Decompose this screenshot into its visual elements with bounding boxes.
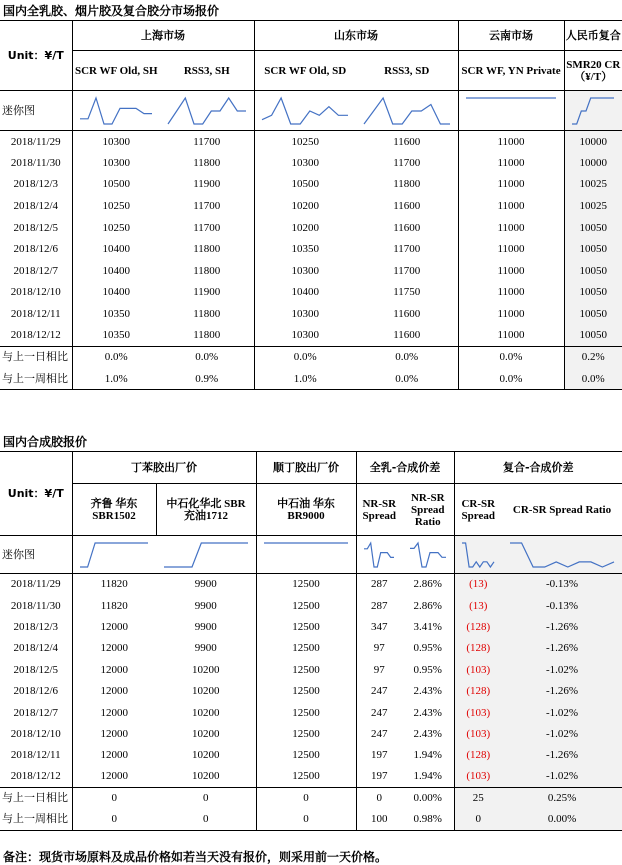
value-cell: 197 (371, 749, 388, 762)
table-row (0, 723, 622, 744)
value-cell: 11800 (160, 152, 254, 174)
table-row (0, 638, 622, 659)
value-cell: 10000 (564, 152, 622, 174)
col-header: 中石油 华东 BR9000 (256, 484, 356, 536)
unit-label: Unit：¥/T (0, 21, 72, 91)
value-cell: 10050 (564, 282, 622, 304)
sparkline (361, 540, 397, 570)
mini-chart-cell (160, 91, 254, 131)
value-cell: 2.43% (402, 680, 454, 701)
value-cell: 11900 (160, 174, 254, 196)
value-cell: 12500 (256, 574, 356, 595)
value-cell: 12000 (100, 663, 128, 676)
value-cell: 10200 (291, 221, 319, 234)
sparkline (77, 95, 155, 127)
value-cell: 10500 (291, 178, 319, 191)
value-cell: -0.13% (502, 574, 622, 595)
col-header: SCR WF Old, SD (254, 51, 356, 91)
value-cell: 11000 (458, 195, 564, 217)
date-cell: 2018/11/30 (0, 152, 72, 174)
col-header: SCR WF Old, SH (72, 51, 160, 91)
value-cell: 11700 (356, 152, 458, 174)
value-cell: 11800 (356, 174, 458, 196)
value-cell: 11000 (458, 174, 564, 196)
sparkline-line (80, 98, 152, 124)
col-header: RSS3, SD (356, 51, 458, 91)
sparkline-line (364, 543, 394, 567)
sparkline (459, 540, 497, 570)
value-cell: 11800 (160, 260, 254, 282)
date-cell: 2018/12/7 (0, 702, 72, 723)
value-cell: 2.43% (402, 702, 454, 723)
value-cell: 10050 (564, 217, 622, 239)
change-cell: 1.0% (72, 368, 160, 390)
col-header: CR-SR Spread (454, 484, 502, 536)
value-cell: (128) (454, 680, 502, 701)
value-cell: 12500 (256, 680, 356, 701)
mini-chart-cell (156, 536, 256, 574)
table-row (0, 766, 622, 787)
value-cell: 9900 (156, 616, 256, 637)
value-cell: 0.95% (402, 638, 454, 659)
value-cell: 287 (371, 578, 388, 591)
table-row (0, 702, 622, 723)
mini-chart-cell (254, 91, 356, 131)
section2-title: 国内合成胶报价 (3, 435, 88, 449)
value-cell: 11000 (458, 217, 564, 239)
group-header-nr-sr: 全乳-合成价差 (356, 452, 454, 484)
value-cell: 10300 (291, 264, 319, 277)
sparkline-line (364, 98, 450, 124)
value-cell: 12000 (100, 749, 128, 762)
compare-label: 与上一日相比 (0, 346, 72, 368)
value-cell: 11900 (160, 282, 254, 304)
table-row (0, 745, 622, 766)
value-cell: 9900 (156, 595, 256, 616)
value-cell: 11000 (458, 282, 564, 304)
compare-row (0, 787, 622, 808)
sparkline (361, 95, 453, 127)
value-cell: 10300 (291, 156, 319, 169)
market-header-shandong: 山东市场 (254, 21, 458, 51)
compare-label: 与上一周相比 (0, 809, 72, 830)
market-header-rmb-compound: 人民币复合 (564, 21, 622, 51)
value-cell: 9900 (156, 574, 256, 595)
mini-chart-cell (564, 91, 622, 131)
table-row (0, 195, 622, 217)
value-cell: (103) (454, 659, 502, 680)
value-cell: 247 (371, 685, 388, 698)
value-cell: -1.02% (502, 723, 622, 744)
value-cell: 3.41% (402, 616, 454, 637)
sparkline (463, 95, 559, 127)
value-cell: 12000 (100, 706, 128, 719)
value-cell: 10200 (156, 745, 256, 766)
col-header: SMR20 CR（¥/T） (564, 51, 622, 91)
mini-chart-label: 迷你图 (0, 91, 72, 131)
value-cell: 12500 (256, 616, 356, 637)
date-cell: 2018/12/10 (0, 723, 72, 744)
value-cell: (103) (454, 723, 502, 744)
value-cell: 11800 (160, 238, 254, 260)
mini-chart-label: 迷你图 (0, 536, 72, 574)
value-cell: -1.26% (502, 745, 622, 766)
date-cell: 2018/11/30 (0, 595, 72, 616)
value-cell: 347 (371, 620, 388, 633)
value-cell: 10200 (156, 766, 256, 787)
mini-chart-cell (356, 91, 458, 131)
col-header: 齐鲁 华东 SBR1502 (72, 484, 156, 536)
value-cell: 9900 (156, 638, 256, 659)
compare-row (0, 346, 622, 368)
compare-row (0, 809, 622, 830)
change-cell: 0.9% (160, 368, 254, 390)
value-cell: 11700 (356, 238, 458, 260)
value-cell: 10400 (102, 286, 130, 299)
value-cell: 12500 (256, 745, 356, 766)
value-cell: (128) (454, 638, 502, 659)
table-row (0, 238, 622, 260)
change-cell: 0.2% (564, 346, 622, 368)
table-row (0, 574, 622, 595)
natural-rubber-price-table (0, 20, 622, 390)
value-cell: 10350 (102, 308, 130, 321)
sparkline-line (80, 543, 148, 567)
value-cell: 11700 (160, 217, 254, 239)
change-cell: 0.98% (402, 809, 454, 830)
value-cell: 10500 (102, 178, 130, 191)
date-cell: 2018/12/10 (0, 282, 72, 304)
table-row (0, 325, 622, 347)
value-cell: 10250 (102, 200, 130, 213)
value-cell: 10200 (156, 723, 256, 744)
value-cell: -1.02% (502, 659, 622, 680)
value-cell: 10025 (564, 174, 622, 196)
sparkline-line (164, 543, 248, 567)
value-cell: (128) (454, 616, 502, 637)
value-cell: 10300 (102, 156, 130, 169)
date-cell: 2018/12/6 (0, 238, 72, 260)
mini-chart-cell (502, 536, 622, 574)
change-cell: 0 (111, 792, 117, 805)
col-header: NR-SR Spread (356, 484, 402, 536)
value-cell: -0.13% (502, 595, 622, 616)
table-row (0, 616, 622, 637)
value-cell: -1.02% (502, 766, 622, 787)
value-cell: 11800 (160, 303, 254, 325)
value-cell: 11820 (100, 578, 128, 591)
date-cell: 2018/12/5 (0, 659, 72, 680)
sparkline-line (410, 543, 446, 567)
change-cell: 25 (454, 787, 502, 808)
col-header: NR-SR Spread Ratio (402, 484, 454, 536)
value-cell: 2.86% (402, 595, 454, 616)
change-cell: 0 (156, 787, 256, 808)
value-cell: 12000 (100, 642, 128, 655)
date-cell: 2018/12/12 (0, 325, 72, 347)
value-cell: 10400 (102, 264, 130, 277)
date-cell: 2018/12/7 (0, 260, 72, 282)
change-cell: 0.0% (458, 368, 564, 390)
value-cell: 287 (371, 599, 388, 612)
change-cell: 0 (454, 809, 502, 830)
value-cell: 11600 (356, 131, 458, 153)
sparkline-line (262, 98, 348, 124)
value-cell: 11600 (356, 195, 458, 217)
value-cell: -1.02% (502, 702, 622, 723)
market-header-yunnan: 云南市场 (458, 21, 564, 51)
change-cell: 0.0% (458, 346, 564, 368)
value-cell: 10200 (156, 680, 256, 701)
table-row (0, 595, 622, 616)
value-cell: 11000 (458, 238, 564, 260)
compare-label: 与上一日相比 (0, 787, 72, 808)
sparkline-line (572, 98, 614, 124)
sparkline-line (168, 98, 246, 124)
value-cell: (128) (454, 745, 502, 766)
value-cell: 10400 (102, 243, 130, 256)
col-header: 中石化华北 SBR 充油1712 (156, 484, 256, 536)
value-cell: 1.94% (402, 745, 454, 766)
value-cell: (103) (454, 766, 502, 787)
mini-chart-cell (72, 536, 156, 574)
value-cell: 11600 (356, 325, 458, 347)
sparkline (165, 95, 249, 127)
value-cell: 11700 (160, 131, 254, 153)
value-cell: 10300 (102, 135, 130, 148)
footnote: 备注：现货市场原料及成品价格如若当天没有报价，则采用前一天价格。 (3, 850, 388, 864)
date-cell: 2018/12/5 (0, 217, 72, 239)
value-cell: 12000 (72, 766, 156, 787)
value-cell: 247 (371, 727, 388, 740)
value-cell: 10200 (156, 702, 256, 723)
synthetic-rubber-price-table (0, 451, 622, 831)
mini-chart-cell (458, 91, 564, 131)
sparkline-line (462, 543, 494, 567)
value-cell: 0.95% (402, 659, 454, 680)
value-cell: 11000 (458, 131, 564, 153)
table-row (0, 680, 622, 701)
sparkline (407, 540, 449, 570)
group-header-cr-sr: 复合-合成价差 (454, 452, 622, 484)
date-cell: 2018/12/11 (0, 303, 72, 325)
value-cell: 1.94% (402, 766, 454, 787)
change-cell: 0 (256, 787, 356, 808)
value-cell: 10000 (564, 131, 622, 153)
mini-chart-cell (256, 536, 356, 574)
value-cell: 10050 (564, 260, 622, 282)
change-cell: 0 (72, 809, 156, 830)
date-cell: 2018/11/29 (0, 131, 72, 153)
value-cell: 10050 (564, 238, 622, 260)
value-cell: 10350 (72, 325, 160, 347)
change-cell: 1.0% (254, 368, 356, 390)
sparkline (569, 95, 617, 127)
value-cell: 247 (371, 706, 388, 719)
change-cell: 0.25% (502, 787, 622, 808)
section1-title: 国内全乳胶、烟片胶及复合胶分市场报价 (3, 4, 220, 18)
date-cell: 2018/12/3 (0, 174, 72, 196)
sparkline (161, 540, 251, 570)
change-cell: 0.0% (356, 368, 458, 390)
value-cell: -1.26% (502, 616, 622, 637)
compare-label: 与上一周相比 (0, 368, 72, 390)
value-cell: 10050 (564, 325, 622, 347)
sparkline (259, 95, 351, 127)
value-cell: 12500 (256, 659, 356, 680)
table-row (0, 282, 622, 304)
value-cell: 11000 (458, 152, 564, 174)
compare-row (0, 368, 622, 390)
value-cell: 10050 (564, 303, 622, 325)
change-cell: 0 (376, 792, 382, 805)
change-cell: 0.0% (104, 351, 128, 364)
change-cell: 100 (356, 809, 402, 830)
value-cell: 197 (356, 766, 402, 787)
change-cell: 0.0% (564, 368, 622, 390)
value-cell: 11800 (160, 325, 254, 347)
value-cell: 11700 (356, 260, 458, 282)
table-row (0, 152, 622, 174)
value-cell: 12000 (100, 727, 128, 740)
table-row (0, 303, 622, 325)
col-header: SCR WF, YN Private (458, 51, 564, 91)
market-header-shanghai: 上海市场 (72, 21, 254, 51)
date-cell: 2018/12/4 (0, 638, 72, 659)
value-cell: 11700 (160, 195, 254, 217)
unit-label: Unit：¥/T (0, 452, 72, 536)
value-cell: 12500 (256, 638, 356, 659)
value-cell: 10200 (156, 659, 256, 680)
change-cell: 0 (156, 809, 256, 830)
value-cell: (103) (454, 702, 502, 723)
value-cell: 10250 (102, 221, 130, 234)
value-cell: 12500 (256, 766, 356, 787)
value-cell: 12500 (256, 702, 356, 723)
value-cell: -1.26% (502, 638, 622, 659)
value-cell: 11000 (458, 325, 564, 347)
value-cell: 11820 (100, 599, 128, 612)
value-cell: 12500 (256, 723, 356, 744)
value-cell: 11000 (458, 303, 564, 325)
table-row (0, 659, 622, 680)
mini-chart-cell (454, 536, 502, 574)
group-header-br: 顺丁胶出厂价 (256, 452, 356, 484)
value-cell: 97 (373, 642, 385, 655)
value-cell: 10300 (254, 325, 356, 347)
date-cell: 2018/11/29 (0, 574, 72, 595)
value-cell: 97 (373, 663, 385, 676)
date-cell: 2018/12/6 (0, 680, 72, 701)
value-cell: 12000 (100, 620, 128, 633)
change-cell: 0.00% (502, 809, 622, 830)
date-cell: 2018/12/4 (0, 195, 72, 217)
value-cell: 2.86% (402, 574, 454, 595)
value-cell: 12000 (100, 685, 128, 698)
col-header: RSS3, SH (160, 51, 254, 91)
date-cell: 2018/12/3 (0, 616, 72, 637)
change-cell: 0.0% (356, 346, 458, 368)
change-cell: 0.00% (402, 787, 454, 808)
mini-chart-cell (356, 536, 402, 574)
change-cell: 0.0% (293, 351, 317, 364)
sparkline (77, 540, 151, 570)
date-cell: 2018/12/11 (0, 745, 72, 766)
value-cell: 10300 (291, 308, 319, 321)
table-row (0, 260, 622, 282)
mini-chart-cell (402, 536, 454, 574)
sparkline (507, 540, 617, 570)
value-cell: 10250 (291, 135, 319, 148)
value-cell: 10025 (564, 195, 622, 217)
value-cell: 11600 (356, 217, 458, 239)
col-header: CR-SR Spread Ratio (502, 484, 622, 536)
table-row (0, 131, 622, 153)
date-cell: 2018/12/12 (0, 766, 72, 787)
value-cell: (13) (454, 595, 502, 616)
group-header-sbr: 丁苯胶出厂价 (72, 452, 256, 484)
value-cell: 2.43% (402, 723, 454, 744)
sparkline-line (510, 543, 614, 567)
value-cell: 11000 (458, 260, 564, 282)
value-cell: 11600 (356, 303, 458, 325)
mini-chart-cell (72, 91, 160, 131)
change-cell: 0 (256, 809, 356, 830)
value-cell: 10350 (291, 243, 319, 256)
value-cell: 10400 (291, 286, 319, 299)
value-cell: 10200 (291, 200, 319, 213)
sparkline (261, 540, 351, 570)
value-cell: 11750 (356, 282, 458, 304)
table-row (0, 217, 622, 239)
value-cell: -1.26% (502, 680, 622, 701)
change-cell: 0.0% (160, 346, 254, 368)
table-row (0, 174, 622, 196)
value-cell: 12500 (256, 595, 356, 616)
value-cell: (13) (454, 574, 502, 595)
